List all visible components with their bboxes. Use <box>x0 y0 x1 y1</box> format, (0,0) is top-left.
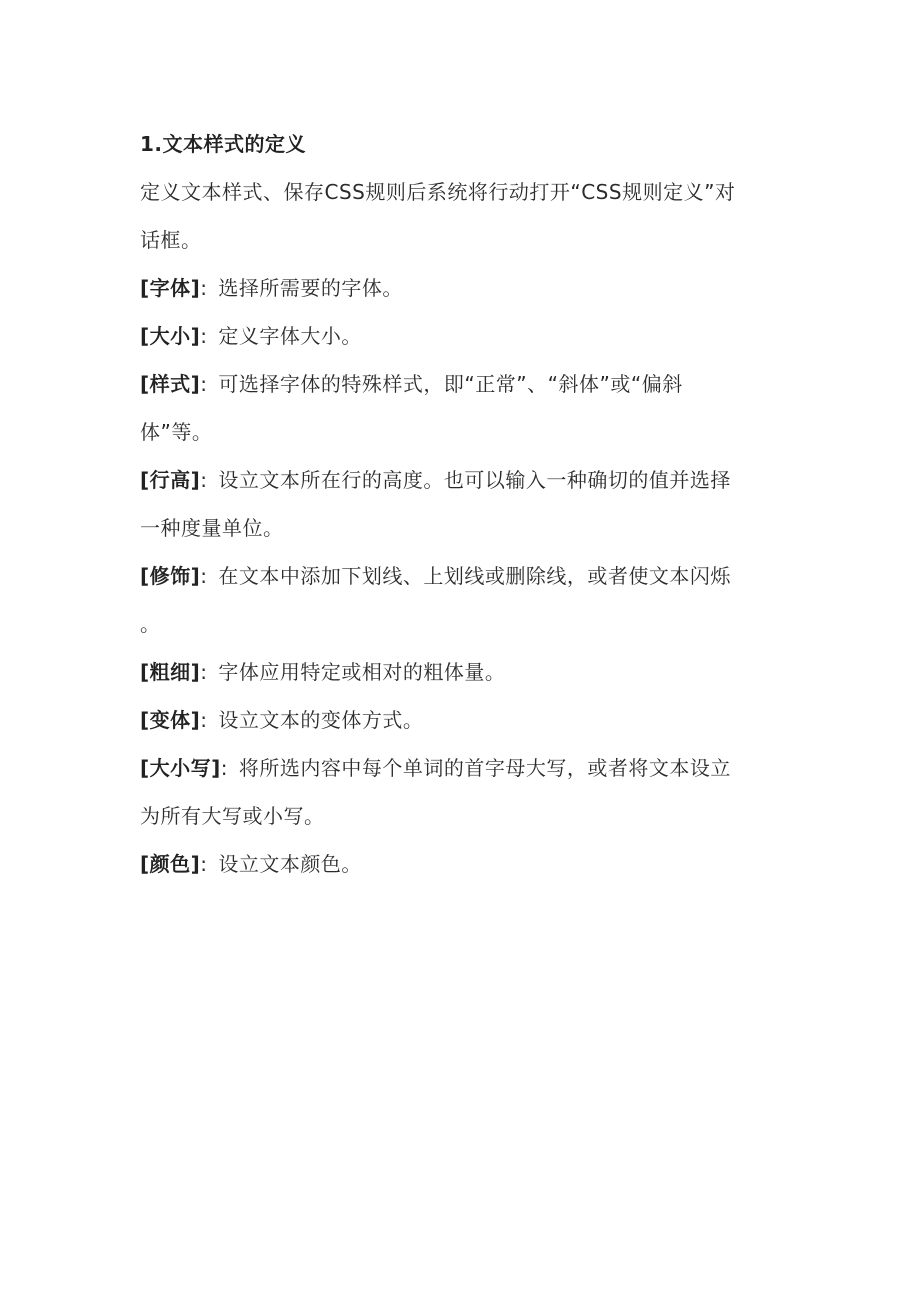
definition-term: [行高] <box>140 468 201 492</box>
definition-term: [变体] <box>140 708 201 732</box>
definition-text-continuation: 体”等。 <box>140 420 213 444</box>
definition-term: [大小] <box>140 324 201 348</box>
definition-item-style <box>140 360 790 408</box>
definition-item-size <box>140 312 790 360</box>
intro-paragraph-line-2: 话框。 <box>140 228 202 252</box>
definition-item-font <box>140 264 790 312</box>
definition-text-continuation: 一种度量单位。 <box>140 516 284 540</box>
definition-text: 设立文本的变体方式。 <box>218 708 424 732</box>
definition-term: [字体] <box>140 276 201 300</box>
definition-text: 定义字体大小。 <box>218 324 362 348</box>
definition-text: 设立文本颜色。 <box>218 852 362 876</box>
definition-term: [颜色] <box>140 852 201 876</box>
definition-term: [大小写] <box>140 756 221 780</box>
definition-text: 选择所需要的字体。 <box>218 276 403 300</box>
definition-separator: : <box>200 324 208 348</box>
definition-term: [样式] <box>140 372 201 396</box>
definition-separator: : <box>220 756 229 780</box>
document-body <box>140 120 790 888</box>
intro-paragraph-line-1: 定义文本样式、保存CSS规则后系统将行动打开“CSS规则定义”对 <box>140 180 736 204</box>
definition-text: 设立文本所在行的高度。也可以输入一种确切的值并选择 <box>218 468 731 492</box>
definition-text-continuation: 为所有大写或小写。 <box>140 804 325 828</box>
definition-item-weight <box>140 648 790 696</box>
definition-separator: : <box>200 276 208 300</box>
definition-item-line-height <box>140 456 790 504</box>
definition-term: [粗细] <box>140 660 201 684</box>
section-heading: 1.文本样式的定义 <box>140 132 307 156</box>
definition-text: 可选择字体的特殊样式，即“正常”、“斜体”或“偏斜 <box>218 372 683 396</box>
definition-separator: : <box>200 708 208 732</box>
definition-item-decoration <box>140 552 790 600</box>
definition-text: 在文本中添加下划线、上划线或删除线，或者使文本闪烁 <box>218 564 731 588</box>
definition-item-color <box>140 840 790 888</box>
definition-term: [修饰] <box>140 564 201 588</box>
definition-text-continuation: 。 <box>140 612 161 636</box>
definition-separator: : <box>200 468 208 492</box>
definition-text: 将所选内容中每个单词的首字母大写，或者将文本设立 <box>238 756 731 780</box>
definition-item-case <box>140 744 790 792</box>
definition-item-variant <box>140 696 790 744</box>
definition-separator: : <box>200 372 208 396</box>
definition-text: 字体应用特定或相对的粗体量。 <box>218 660 506 684</box>
definition-separator: : <box>200 564 208 588</box>
definition-separator: : <box>200 660 208 684</box>
definition-separator: : <box>200 852 208 876</box>
